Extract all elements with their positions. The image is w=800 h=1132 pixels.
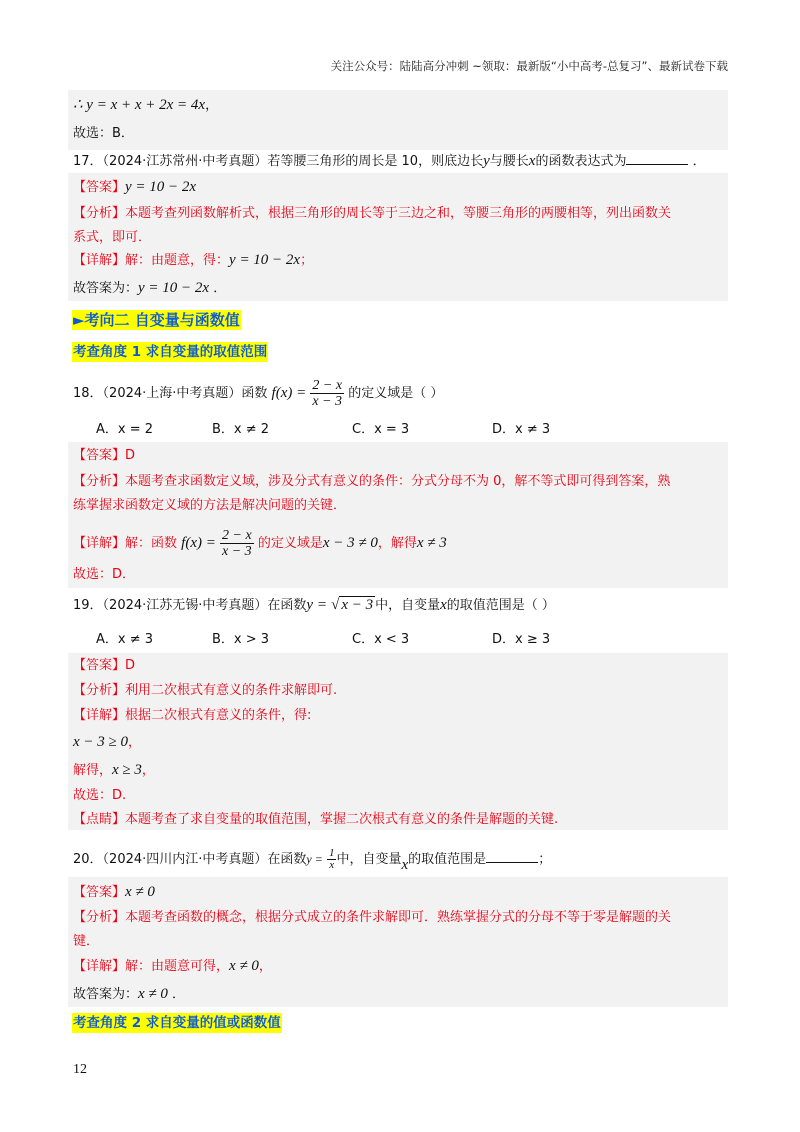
q19-option-c: C．x < 3: [352, 632, 410, 647]
q19-detail: 【详解】根据二次根式有意义的条件，得:: [73, 708, 312, 723]
subsection-heading-1: 考查角度 1 求自变量的取值范围: [73, 344, 268, 360]
q18-answer: 【答案】D: [73, 448, 136, 463]
q20-analysis-1: 【分析】本题考查函数的概念，根据分式成立的条件求解即可．熟练掌握分式的分母不等于零是解题的关: [73, 910, 672, 925]
q18-analysis-2: 练掌握求函数定义域的方法是解决问题的关键．: [73, 498, 347, 513]
therefore-line: ∴ y = x + x + 2x = 4x，: [73, 97, 219, 113]
q17-final: 故答案为：y = 10 − 2x ．: [73, 280, 227, 296]
q17-answer: 【答案】y = 10 − 2x: [73, 179, 197, 195]
q17-analysis-1: 【分析】本题考查列函数解析式，根据三角形的周长等于三边之和，等腰三角形的两腰相等，列出函数关: [73, 206, 672, 221]
q18-detail: 【详解】解：函数 f(x) = $\frac{2 - x}{x - 3}$ 的定义域是x − 3 ≠ 0，解得x ≠ 3: [73, 528, 447, 559]
choose-line: 故选：B．: [73, 126, 134, 141]
q19-inequality: x − 3 ≥ 0，: [73, 734, 142, 750]
q19-analysis: 【分析】利用二次根式有意义的条件求解即可.: [73, 683, 338, 698]
q19-option-b: B．x > 3: [212, 632, 270, 647]
q20-detail: 【详解】解：由题意可得，x ≠ 0，: [73, 958, 272, 974]
fraction: $\frac{2 - x}{x - 3}$: [222, 528, 252, 559]
q18-option-c: C．x = 3: [352, 422, 410, 437]
page-number: 12: [73, 1062, 87, 1077]
q20-final: 故答案为：x ≠ 0 ．: [73, 986, 186, 1002]
question-17-stem: 17．（2024·江苏常州·中考真题）若等腰三角形的周长是 10，则底边长y与腰长x的函数表达式为 ．: [73, 150, 706, 172]
square-root: √ x − 3: [331, 597, 374, 613]
page-header: 关注公众号：陆陆高分冲刺 ~领取：最新版“小中高考-总复习”、最新试卷下载: [330, 59, 728, 73]
question-20-stem: 20．（2024·四川内江·中考真题）在函数y = $\frac{1}{x}$ 中，自变量x的取值范围是 ；: [73, 847, 552, 873]
q17-detail: 【详解】解：由题意，得：y = 10 − 2x；: [73, 252, 314, 268]
q18-analysis-1: 【分析】本题考查求函数定义域，涉及分式有意义的条件：分式分母不为 0，解不等式即可得到答案，熟: [73, 474, 671, 489]
q18-option-b: B．x ≠ 2: [212, 422, 270, 437]
q19-answer: 【答案】D: [73, 658, 136, 673]
q20-answer: 【答案】x ≠ 0: [73, 884, 155, 900]
q18-final: 故选：D．: [73, 567, 136, 582]
q17-analysis-2: 系式，即可．: [73, 230, 152, 245]
q19-comment: 【点睛】本题考查了求自变量的取值范围，掌握二次根式有意义的条件是解题的关键.: [73, 812, 559, 827]
q19-option-d: D．x ≥ 3: [492, 632, 551, 647]
q18-option-d: D．x ≠ 3: [492, 422, 551, 437]
q19-solve: 解得，x ≥ 3，: [73, 762, 155, 778]
question-19-stem: 19．（2024·江苏无锡·中考真题）在函数y = √ x − 3 中，自变量x的取值范围是（ ）: [73, 597, 555, 613]
section-heading: ►考向二 自变量与函数值: [73, 311, 240, 329]
q19-option-a: A．x ≠ 3: [96, 632, 154, 647]
q18-option-a: A．x = 2: [96, 422, 154, 437]
fraction: $\frac{2 - x}{x - 3}$: [312, 378, 343, 409]
answer-panel: [68, 653, 728, 830]
fraction: $\frac{1}{x}$: [328, 847, 335, 871]
answer-blank: [626, 150, 688, 165]
q19-final: 故选：D.: [73, 788, 127, 803]
q20-analysis-2: 键．: [73, 934, 100, 949]
question-18-stem: 18．（2024·上海·中考真题）函数 f(x) = $\frac{2 - x}{x - 3}$ 的定义域是（ ）: [73, 378, 444, 409]
subsection-heading-2: 考查角度 2 求自变量的值或函数值: [73, 1015, 281, 1031]
answer-blank: [486, 848, 538, 863]
